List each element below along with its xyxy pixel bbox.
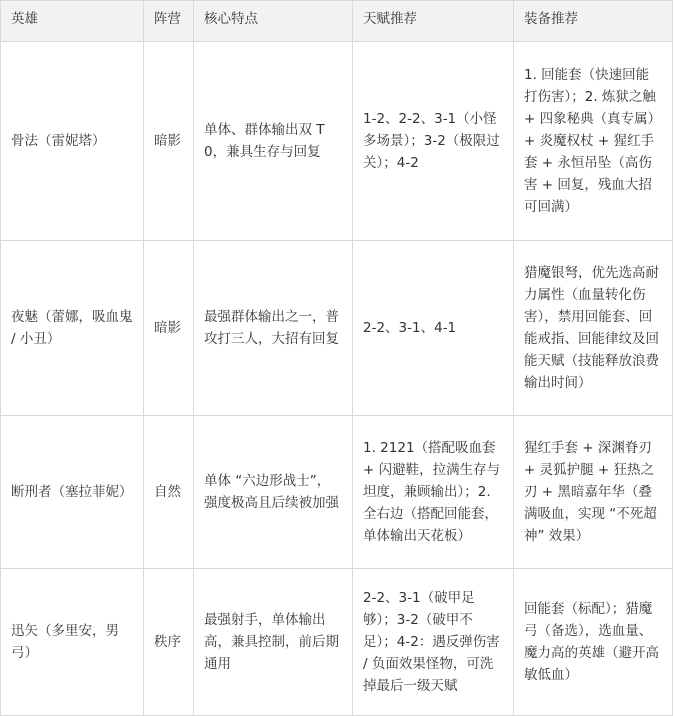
talents-cell: 1-2、2-2、3-1（小怪多场景）；3-2（极限过关）；4-2 [353,42,514,241]
header-hero: 英雄 [1,1,144,42]
header-talents: 天赋推荐 [353,1,514,42]
hero-name-cell: 迅矢（多里安，男弓） [1,569,144,716]
table-row [1,416,673,569]
faction-cell: 秩序 [144,569,194,716]
table-row [1,569,673,716]
traits-cell: 最强群体输出之一，普攻打三人，大招有回复 [194,241,353,416]
gear-cell: 回能套（标配）；猎魔弓（备选），选血量、魔力高的英雄（避开高敏低血） [514,569,673,716]
traits-cell: 最强射手，单体输出高，兼具控制，前后期通用 [194,569,353,716]
hero-name-cell: 骨法（雷妮塔） [1,42,144,241]
gear-cell: 猩红手套 + 深渊脊刃 + 灵狐护腿 + 狂热之刃 + 黑暗嘉年华（叠满吸血，实现 “不死超神” 效果） [514,416,673,569]
gear-cell: 1. 回能套（快速回能打伤害）；2. 炼狱之触 + 四象秘典（真专属）+ 炎魔权杖 + 猩红手套 + 永恒吊坠（高伤害 + 回复，残血大招可回满） [514,42,673,241]
table-row [1,241,673,416]
header-faction: 阵营 [144,1,194,42]
talents-cell: 2-2、3-1（破甲足够）；3-2（破甲不足）；4-2：遇反弹伤害 / 负面效果怪物，可洗掉最后一级天赋 [353,569,514,716]
gear-cell: 猎魔银弩，优先选高耐力属性（血量转化伤害），禁用回能套、回能戒指、回能律纹及回能天赋（技能释放浪费输出时间） [514,241,673,416]
table-row [1,42,673,241]
hero-name-cell: 断刑者（塞拉菲妮） [1,416,144,569]
table-header-row [1,1,673,42]
faction-cell: 暗影 [144,241,194,416]
traits-cell: 单体、群体输出双 T0，兼具生存与回复 [194,42,353,241]
talents-cell: 2-2、3-1、4-1 [353,241,514,416]
hero-name-cell: 夜魅（蕾娜，吸血鬼 / 小丑） [1,241,144,416]
header-gear: 装备推荐 [514,1,673,42]
faction-cell: 暗影 [144,42,194,241]
faction-cell: 自然 [144,416,194,569]
traits-cell: 单体 “六边形战士”，强度极高且后续被加强 [194,416,353,569]
talents-cell: 1. 2121（搭配吸血套 + 闪避鞋，拉满生存与坦度，兼顾输出）；2. 全右边（搭配回能套，单体输出天花板） [353,416,514,569]
header-traits: 核心特点 [194,1,353,42]
